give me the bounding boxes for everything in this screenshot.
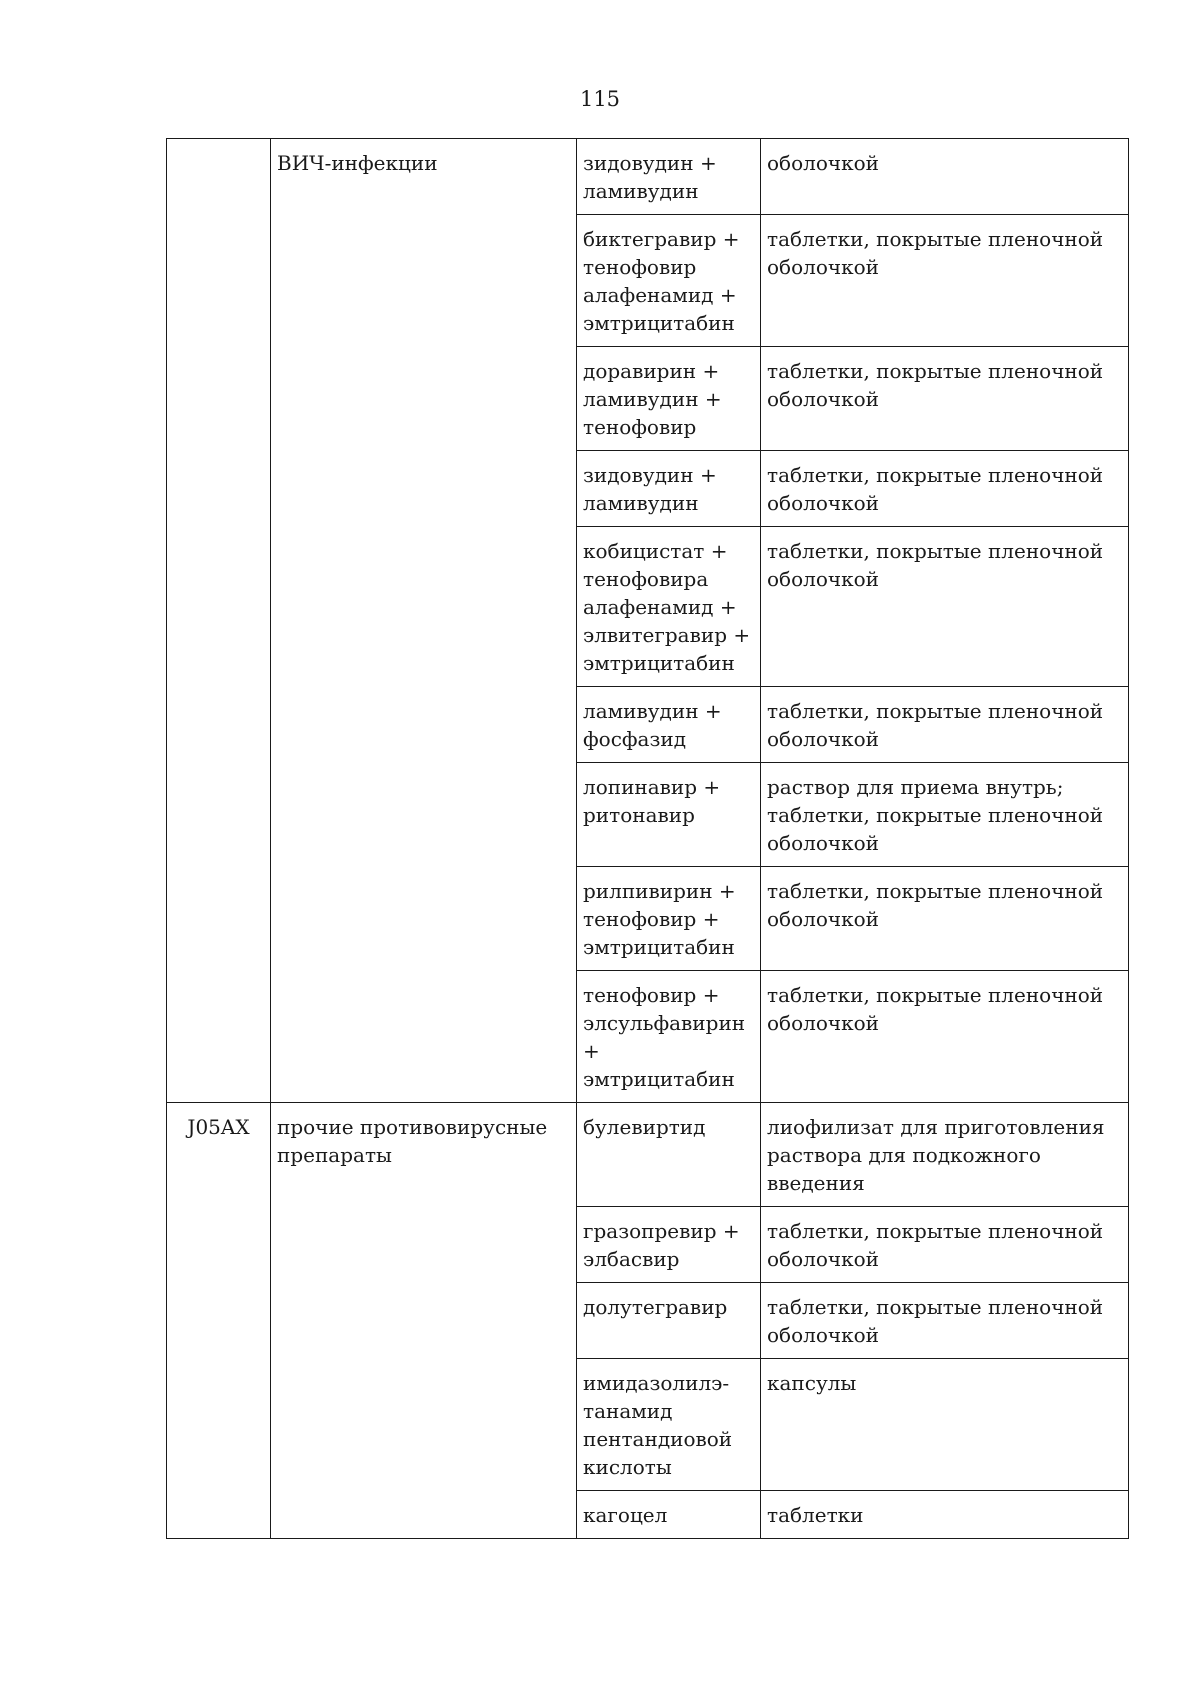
group-name-cell: прочие противовирусные препараты [271,1103,577,1539]
dosage-form-cell: таблетки, покрытые пленочной оболочкой [761,347,1129,451]
dosage-form-cell: таблетки, покрытые пленочной оболочкой [761,867,1129,971]
dosage-form-cell: таблетки, покрытые пленочной оболочкой [761,971,1129,1103]
dosage-form-cell: раствор для приема внутрь; таблетки, покрытые пленочной оболочкой [761,763,1129,867]
drug-table [166,138,1129,1539]
drug-name-cell: кобицистат + тенофовира алафенамид + элвитегравир + эмтрицитабин [577,527,761,687]
atc-code-cell [167,139,271,1103]
dosage-form-cell: таблетки, покрытые пленочной оболочкой [761,527,1129,687]
page-number: 115 [579,87,621,111]
dosage-form-cell: таблетки, покрытые пленочной оболочкой [761,1283,1129,1359]
drug-name-cell: имидазолилэ- танамид пентандиовой кислоты [577,1359,761,1491]
drug-name-cell: доравирин + ламивудин + тенофовир [577,347,761,451]
atc-code-cell: J05AX [167,1103,271,1539]
drug-name-cell: булевиртид [577,1103,761,1207]
table-row [167,139,1129,215]
drug-name-cell: лопинавир + ритонавир [577,763,761,867]
drug-name-cell: тенофовир + элсульфавирин + эмтрицитабин [577,971,761,1103]
table-body [167,139,1129,1539]
drug-name-cell: рилпивирин + тенофовир + эмтрицитабин [577,867,761,971]
dosage-form-cell: таблетки, покрытые пленочной оболочкой [761,451,1129,527]
dosage-form-cell: лиофилизат для приготовления раствора для подкожного введения [761,1103,1129,1207]
drug-name-cell: ламивудин + фосфазид [577,687,761,763]
dosage-form-cell: таблетки, покрытые пленочной оболочкой [761,687,1129,763]
table-row [167,1103,1129,1207]
dosage-form-cell: оболочкой [761,139,1129,215]
dosage-form-cell: таблетки [761,1491,1129,1539]
drug-name-cell: долутегравир [577,1283,761,1359]
dosage-form-cell: капсулы [761,1359,1129,1491]
drug-name-cell: биктегравир + тенофовир алафенамид + эмтрицитабин [577,215,761,347]
dosage-form-cell: таблетки, покрытые пленочной оболочкой [761,215,1129,347]
group-name-cell: ВИЧ-инфекции [271,139,577,1103]
drug-name-cell: зидовудин + ламивудин [577,139,761,215]
drug-name-cell: гразопревир + элбасвир [577,1207,761,1283]
dosage-form-cell: таблетки, покрытые пленочной оболочкой [761,1207,1129,1283]
drug-name-cell: кагоцел [577,1491,761,1539]
drug-name-cell: зидовудин + ламивудин [577,451,761,527]
